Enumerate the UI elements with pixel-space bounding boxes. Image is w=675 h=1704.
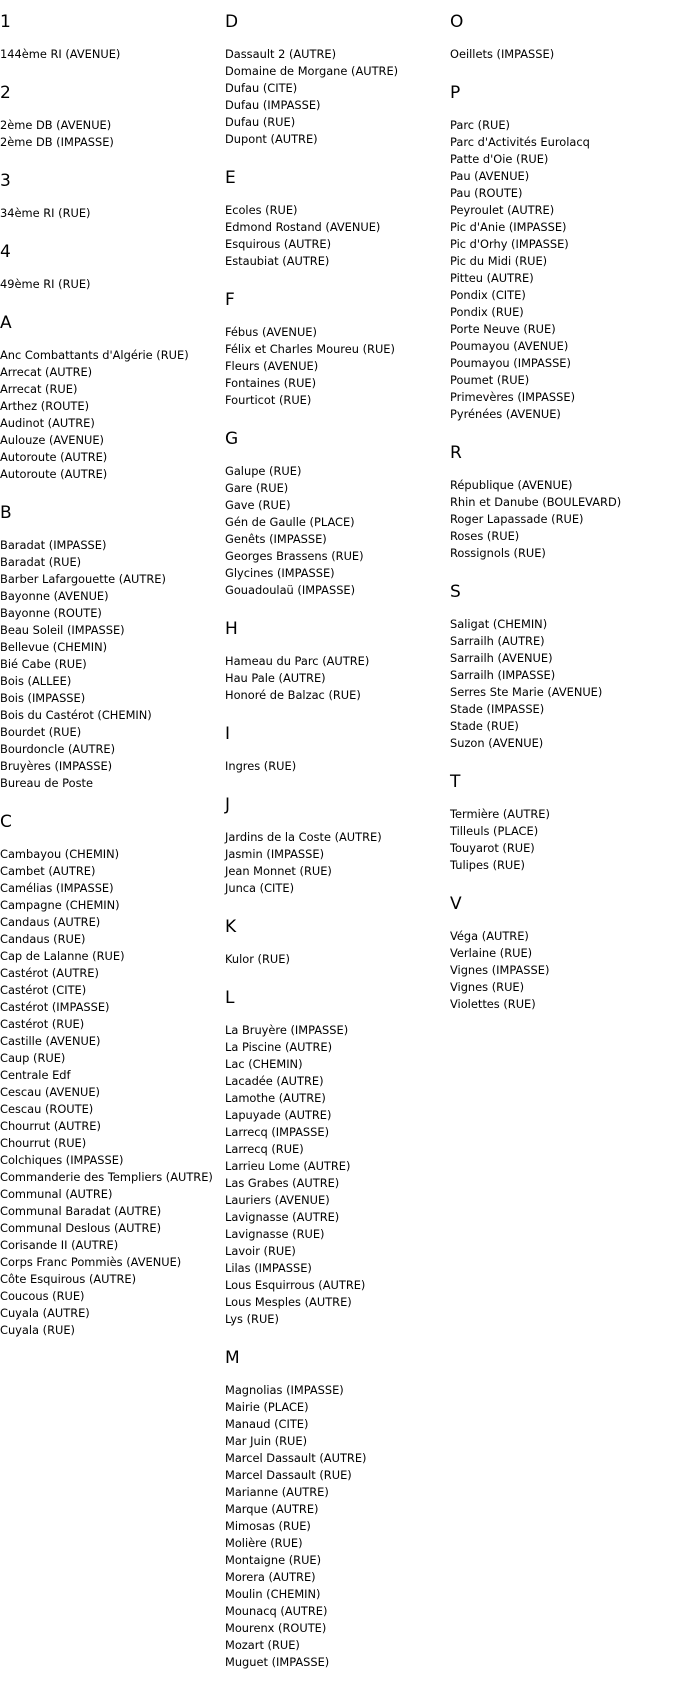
street-name: Bellevue (CHEMIN): [0, 640, 108, 654]
street-name: Porte Neuve (RUE): [450, 322, 556, 336]
street-name: Mourenx (ROUTE): [225, 1621, 327, 1635]
street-name: Sarrailh (AUTRE): [450, 634, 545, 648]
street-name: Gave (RUE): [225, 498, 291, 512]
street-name: Pondix (RUE): [450, 305, 524, 319]
street-name: Pau (AVENUE): [450, 169, 530, 183]
street-name: Fleurs (AVENUE): [225, 359, 319, 373]
street-name: Castérot (RUE): [0, 1017, 85, 1031]
letter-section: [225, 793, 450, 897]
street-name: Colchiques (IMPASSE): [0, 1153, 124, 1167]
street-name: Lous Esquirrous (AUTRE): [225, 1278, 366, 1292]
street-name: Castérot (AUTRE): [0, 966, 99, 980]
street-name: Chourrut (AUTRE): [0, 1119, 101, 1133]
street-name: Pic d'Orhy (IMPASSE): [450, 237, 569, 251]
letter-section: [225, 986, 450, 1328]
street-name: Bureau de Poste: [0, 776, 93, 790]
street-name: Jardins de la Coste (AUTRE): [225, 830, 382, 844]
letter-heading: I: [225, 724, 231, 744]
street-name: Baradat (RUE): [0, 555, 82, 569]
letter-section: [225, 915, 450, 968]
street-name: Fontaines (RUE): [225, 376, 317, 390]
letter-section: [0, 240, 225, 293]
letter-section: [0, 81, 225, 151]
street-name: Manaud (CITE): [225, 1417, 309, 1431]
street-name: Mimosas (RUE): [225, 1519, 311, 1533]
street-name: Poumayou (AVENUE): [450, 339, 569, 353]
street-name: Dufau (RUE): [225, 115, 296, 129]
street-name: Poumet (RUE): [450, 373, 530, 387]
street-name: Fourticot (RUE): [225, 393, 312, 407]
street-name: Bourdoncle (AUTRE): [0, 742, 116, 756]
letter-section: [0, 10, 225, 63]
letter-heading: T: [450, 772, 461, 792]
street-name: Rhin et Danube (BOULEVARD): [450, 495, 622, 509]
street-name: Dufau (CITE): [225, 81, 298, 95]
street-name: Candaus (RUE): [0, 932, 86, 946]
street-name: Fébus (AVENUE): [225, 325, 317, 339]
street-name: Suzon (AVENUE): [450, 736, 544, 750]
street-name: Mounacq (AUTRE): [225, 1604, 328, 1618]
street-name: Pondix (CITE): [450, 288, 526, 302]
street-name: Marianne (AUTRE): [225, 1485, 329, 1499]
letter-heading: O: [450, 12, 464, 32]
letter-section: [225, 288, 450, 409]
street-name: Lavignasse (AUTRE): [225, 1210, 340, 1224]
street-name: Jean Monnet (RUE): [225, 864, 332, 878]
street-name: Audinot (AUTRE): [0, 416, 95, 430]
street-name: Gouadoulaü (IMPASSE): [225, 583, 356, 597]
letter-heading: 1: [0, 12, 11, 32]
letter-section: [450, 892, 675, 1013]
street-name: Bié Cabe (RUE): [0, 657, 87, 671]
street-name: Patte d'Oie (RUE): [450, 152, 549, 166]
street-name: Rossignols (RUE): [450, 546, 546, 560]
street-name: Arrecat (AUTRE): [0, 365, 93, 379]
street-name: Dassault 2 (AUTRE): [225, 47, 337, 61]
street-name: Lacadée (AUTRE): [225, 1074, 324, 1088]
letter-heading: 2: [0, 83, 11, 103]
street-name: Gare (RUE): [225, 481, 289, 495]
letter-heading: A: [0, 313, 12, 333]
street-name: Touyarot (RUE): [450, 841, 535, 855]
street-name: Domaine de Morgane (AUTRE): [225, 64, 399, 78]
column-2: [225, 10, 450, 1689]
street-name: Larrecq (RUE): [225, 1142, 304, 1156]
street-name: Chourrut (RUE): [0, 1136, 87, 1150]
street-name: La Piscine (AUTRE): [225, 1040, 333, 1054]
street-name: Parc d'Activités Eurolacq: [450, 135, 590, 149]
street-name: Cambet (AUTRE): [0, 864, 96, 878]
street-name: Honoré de Balzac (RUE): [225, 688, 361, 702]
street-name: Serres Ste Marie (AVENUE): [450, 685, 603, 699]
letter-heading: F: [225, 290, 235, 310]
letter-heading: P: [450, 83, 461, 103]
street-name: Véga (AUTRE): [450, 929, 529, 943]
street-name: Junca (CITE): [225, 881, 295, 895]
street-name: Autoroute (AUTRE): [0, 450, 108, 464]
letter-heading: H: [225, 619, 238, 639]
street-name: Estaubiat (AUTRE): [225, 254, 330, 268]
street-name: Communal Baradat (AUTRE): [0, 1204, 162, 1218]
letter-heading: M: [225, 1348, 240, 1368]
street-name: Pau (ROUTE): [450, 186, 523, 200]
street-name: Edmond Rostand (AVENUE): [225, 220, 381, 234]
street-name: Barber Lafargouette (AUTRE): [0, 572, 166, 586]
street-name: Lys (RUE): [225, 1312, 279, 1326]
letter-section: [225, 617, 450, 704]
letter-section: [450, 770, 675, 874]
letter-section: [225, 1346, 450, 1671]
street-name: Cescau (ROUTE): [0, 1102, 94, 1116]
letter-section: [450, 10, 675, 63]
street-name: Cescau (AVENUE): [0, 1085, 100, 1099]
street-name: Oeillets (IMPASSE): [450, 47, 555, 61]
street-name: Camélias (IMPASSE): [0, 881, 114, 895]
letter-heading: S: [450, 582, 461, 602]
street-name: Corps Franc Pommiès (AVENUE): [0, 1255, 182, 1269]
street-name: Sarrailh (IMPASSE): [450, 668, 556, 682]
street-name: Cuyala (AUTRE): [0, 1306, 90, 1320]
letter-heading: G: [225, 429, 239, 449]
street-name: Georges Brassens (RUE): [225, 549, 364, 563]
street-name: Pyrénées (AVENUE): [450, 407, 561, 421]
street-name: Communal (AUTRE): [0, 1187, 113, 1201]
letter-heading: V: [450, 894, 462, 914]
street-name: Candaus (AUTRE): [0, 915, 101, 929]
street-name: Baradat (IMPASSE): [0, 538, 107, 552]
street-name: Tulipes (RUE): [450, 858, 525, 872]
street-name: Esquirous (AUTRE): [225, 237, 332, 251]
street-name: Peyroulet (AUTRE): [450, 203, 555, 217]
street-name: Jasmin (IMPASSE): [225, 847, 325, 861]
street-name: Lavignasse (RUE): [225, 1227, 325, 1241]
street-name: Morera (AUTRE): [225, 1570, 316, 1584]
street-name: Vignes (RUE): [450, 980, 525, 994]
street-name: Campagne (CHEMIN): [0, 898, 120, 912]
street-name: Marcel Dassault (RUE): [225, 1468, 352, 1482]
street-name: Lapuyade (AUTRE): [225, 1108, 332, 1122]
street-name: Communal Deslous (AUTRE): [0, 1221, 162, 1235]
letter-heading: 3: [0, 171, 11, 191]
street-name: Cap de Lalanne (RUE): [0, 949, 125, 963]
letter-section: [0, 169, 225, 222]
letter-section: [0, 311, 225, 483]
street-name: Tilleuls (PLACE): [450, 824, 539, 838]
letter-heading: B: [0, 503, 12, 523]
street-name: Parc (RUE): [450, 118, 510, 132]
street-name: Las Grabes (AUTRE): [225, 1176, 340, 1190]
street-name: Ecoles (RUE): [225, 203, 298, 217]
street-name: 49ème RI (RUE): [0, 277, 91, 291]
street-name: Anc Combattants d'Algérie (RUE): [0, 348, 189, 362]
street-name: Cuyala (RUE): [0, 1323, 75, 1337]
street-name: Lous Mesples (AUTRE): [225, 1295, 352, 1309]
street-name: Sarrailh (AVENUE): [450, 651, 553, 665]
street-name: Bruyères (IMPASSE): [0, 759, 113, 773]
street-name: Saligat (CHEMIN): [450, 617, 548, 631]
street-name: 144ème RI (AVENUE): [0, 47, 121, 61]
street-name: Dupont (AUTRE): [225, 132, 318, 146]
street-name: Hau Pale (AUTRE): [225, 671, 326, 685]
street-name: Montaigne (RUE): [225, 1553, 322, 1567]
column-1: [0, 10, 225, 1357]
street-name: Mairie (PLACE): [225, 1400, 309, 1414]
street-name: Larrecq (IMPASSE): [225, 1125, 330, 1139]
letter-heading: R: [450, 443, 462, 463]
street-name: Pic du Midi (RUE): [450, 254, 548, 268]
street-name: Stade (RUE): [450, 719, 519, 733]
street-name: Molière (RUE): [225, 1536, 303, 1550]
street-name: Mozart (RUE): [225, 1638, 300, 1652]
letter-heading: 4: [0, 242, 11, 262]
street-name: Poumayou (IMPASSE): [450, 356, 571, 370]
street-name: Pitteu (AUTRE): [450, 271, 534, 285]
street-name: Arthez (ROUTE): [0, 399, 90, 413]
street-name: Gén de Gaulle (PLACE): [225, 515, 355, 529]
street-name: Corisande II (AUTRE): [0, 1238, 119, 1252]
letter-section: [0, 810, 225, 1339]
column-3: [450, 10, 675, 1031]
street-name: Lamothe (AUTRE): [225, 1091, 326, 1105]
street-name: Lac (CHEMIN): [225, 1057, 303, 1071]
letter-heading: J: [225, 795, 231, 815]
letter-section: [450, 580, 675, 752]
street-name: Magnolias (IMPASSE): [225, 1383, 344, 1397]
street-name: Hameau du Parc (AUTRE): [225, 654, 370, 668]
street-name: Autoroute (AUTRE): [0, 467, 108, 481]
street-name: Bois (IMPASSE): [0, 691, 86, 705]
street-name: Glycines (IMPASSE): [225, 566, 335, 580]
street-name: Marcel Dassault (AUTRE): [225, 1451, 367, 1465]
street-name: Genêts (IMPASSE): [225, 532, 327, 546]
street-name: Galupe (RUE): [225, 464, 302, 478]
letter-section: [225, 10, 450, 148]
street-name: Aulouze (AVENUE): [0, 433, 104, 447]
street-name: Bourdet (RUE): [0, 725, 82, 739]
street-name: Stade (IMPASSE): [450, 702, 545, 716]
street-name: Bois (ALLEE): [0, 674, 72, 688]
street-name: Verlaine (RUE): [450, 946, 533, 960]
street-name: Roger Lapassade (RUE): [450, 512, 584, 526]
street-name: Côte Esquirous (AUTRE): [0, 1272, 137, 1286]
street-name: Bayonne (AVENUE): [0, 589, 109, 603]
street-name: Primevères (IMPASSE): [450, 390, 576, 404]
street-name: Bayonne (ROUTE): [0, 606, 102, 620]
letter-heading: D: [225, 12, 239, 32]
street-name: Coucous (RUE): [0, 1289, 85, 1303]
letter-section: [0, 501, 225, 792]
letter-heading: L: [225, 988, 235, 1008]
street-name: 2ème DB (IMPASSE): [0, 135, 114, 149]
letter-section: [225, 427, 450, 599]
letter-heading: C: [0, 812, 12, 832]
letter-section: [225, 722, 450, 775]
letter-section: [225, 166, 450, 270]
street-name: Lauriers (AVENUE): [225, 1193, 330, 1207]
street-name: Centrale Edf: [0, 1068, 71, 1082]
letter-section: [450, 81, 675, 423]
street-name: Commanderie des Templiers (AUTRE): [0, 1170, 213, 1184]
street-name: Dufau (IMPASSE): [225, 98, 321, 112]
street-name: Félix et Charles Moureu (RUE): [225, 342, 395, 356]
street-name: Lilas (IMPASSE): [225, 1261, 312, 1275]
street-name: Muguet (IMPASSE): [225, 1655, 330, 1669]
street-name: Violettes (RUE): [450, 997, 536, 1011]
street-name: Castérot (IMPASSE): [0, 1000, 110, 1014]
street-name: Pic d'Anie (IMPASSE): [450, 220, 567, 234]
street-name: Larrieu Lome (AUTRE): [225, 1159, 351, 1173]
street-name: Castille (AVENUE): [0, 1034, 101, 1048]
street-name: 34ème RI (RUE): [0, 206, 91, 220]
street-name: Castérot (CITE): [0, 983, 87, 997]
street-name: Beau Soleil (IMPASSE): [0, 623, 125, 637]
street-name: Ingres (RUE): [225, 759, 297, 773]
street-name: La Bruyère (IMPASSE): [225, 1023, 349, 1037]
street-name: République (AVENUE): [450, 478, 573, 492]
letter-heading: E: [225, 168, 236, 188]
street-name: Roses (RUE): [450, 529, 520, 543]
street-name: Bois du Castérot (CHEMIN): [0, 708, 152, 722]
street-name: Marque (AUTRE): [225, 1502, 319, 1516]
letter-heading: K: [225, 917, 237, 937]
street-name: Mar Juin (RUE): [225, 1434, 308, 1448]
street-name: Caup (RUE): [0, 1051, 66, 1065]
letter-section: [450, 441, 675, 562]
street-name: Arrecat (RUE): [0, 382, 78, 396]
street-name: Kulor (RUE): [225, 952, 290, 966]
street-name: Termière (AUTRE): [450, 807, 550, 821]
street-name: Lavoir (RUE): [225, 1244, 296, 1258]
street-name: Cambayou (CHEMIN): [0, 847, 120, 861]
street-name: 2ème DB (AVENUE): [0, 118, 112, 132]
street-name: Vignes (IMPASSE): [450, 963, 550, 977]
street-name: Moulin (CHEMIN): [225, 1587, 321, 1601]
